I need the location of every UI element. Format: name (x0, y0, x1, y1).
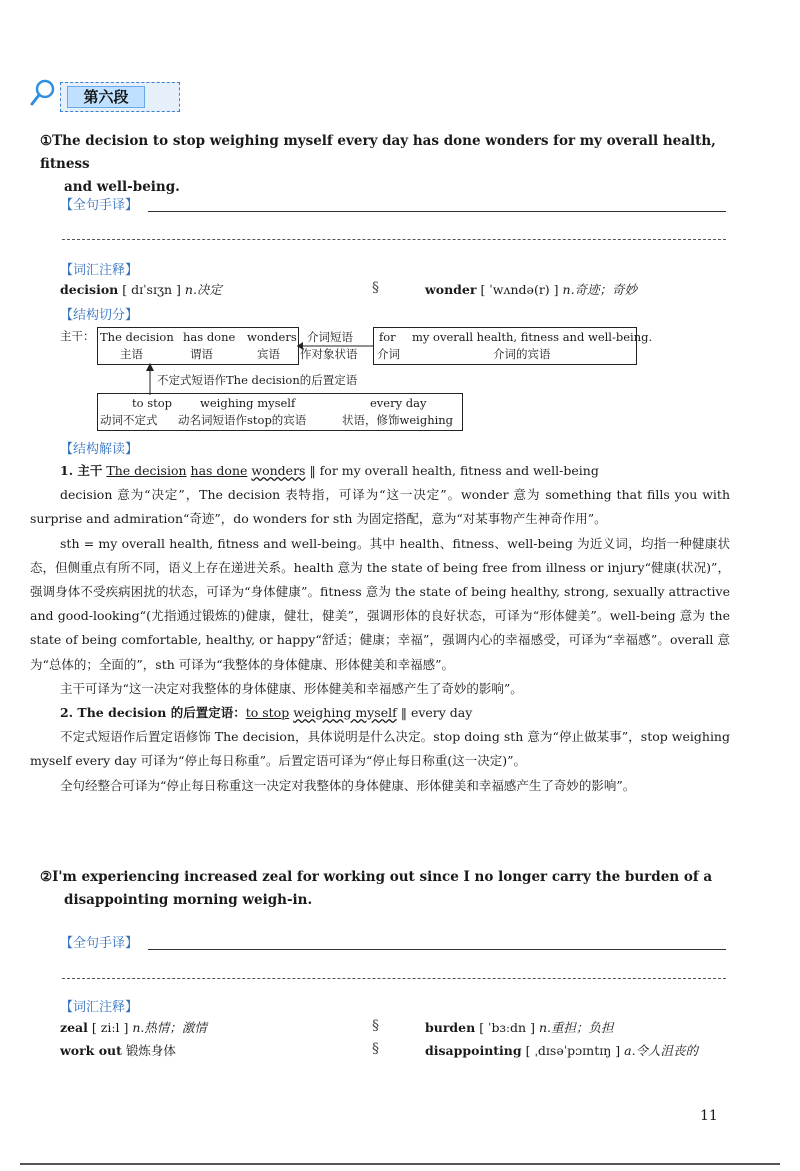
pobj-text: my overall health, fitness and well-being. (412, 330, 653, 344)
section-label: 第六段 (67, 86, 145, 108)
structure-tag: 【结构切分】 (60, 308, 139, 323)
vocab-word: wonder (425, 282, 477, 297)
point-heading: 1. 主干 (60, 463, 103, 478)
sentence-1-line2: and well-being. (64, 179, 180, 195)
subject-role: 主语 (120, 347, 143, 361)
vocab-word: zeal (60, 1020, 88, 1035)
answer-line-2a[interactable] (148, 949, 726, 950)
vocab-def: n.决定 (184, 282, 222, 297)
paragraph: decision 意为“决定”，The decision 表特指，可译为“这一决定”。wonder 意为 something that fills you with surprise and admiration“奇迹”，do wonders for sth 为固定搭配，意为“对某事物产生神奇作用”。 (30, 487, 730, 527)
vocab-tag-2: 【词汇注释】 (60, 1000, 139, 1015)
translate-tag-2: 【全句手译】 (60, 936, 139, 951)
vocab-item (60, 1042, 176, 1060)
pp-role: 作对象状语 (300, 347, 358, 361)
vocab-word: burden (425, 1020, 476, 1035)
page-number: 11 (700, 1108, 718, 1124)
paragraph: 主干可译为“这一决定对我整体的身体健康、形体健美和幸福感产生了奇妙的影响”。 (60, 680, 523, 696)
vocab-phonetic: [ ziːl ] (91, 1020, 129, 1035)
adv-role: 状语，修饰weighing (342, 413, 454, 427)
object-role: 宾语 (257, 347, 280, 361)
attr-note: 不定式短语作The decision的后置定语 (157, 373, 358, 387)
ger-text: weighing myself (200, 396, 296, 410)
vocab-phonetic: [ dɪˈsɪʒn ] (122, 282, 181, 297)
analysis-tag: 【结构解读】 (60, 442, 139, 457)
object-text: wonders (247, 330, 297, 344)
main-predicate: has done (190, 463, 248, 478)
prep-role: 介词 (377, 347, 400, 361)
sentence-2-line2: disappointing morning weigh-in. (64, 892, 313, 908)
vocab-phonetic: [ ˈwʌndə(r) ] (480, 282, 559, 297)
ger-role: 动名词短语作stop的宾语 (178, 413, 307, 427)
point-heading: 2. The decision 的后置定语： (60, 705, 246, 721)
paragraph: 不定式短语作后置定语修饰 The decision，具体说明是什么决定。stop doing sth 意为“停止做某事”，stop weighing myself every day 可译为“停止每日称重”。后置定语可译为“停止每日称重(这一决定)”。 (30, 729, 730, 769)
predicate-role: 谓语 (190, 347, 213, 361)
translate-tag-1: 【全句手译】 (60, 198, 139, 213)
vocab-item (425, 1019, 613, 1037)
adv-text: every day (370, 396, 427, 410)
separator-glyph: § (372, 280, 379, 296)
answer-line-2b[interactable] (62, 978, 726, 979)
vocab-item (425, 1042, 698, 1060)
vocab-def: n.热情；激情 (132, 1020, 207, 1035)
analysis-point-2 (30, 701, 730, 725)
attr-rest: ‖ every day (400, 705, 473, 721)
separator-glyph: § (372, 1018, 379, 1034)
predicate-text: has done (183, 330, 236, 344)
sentence-1-line1: ①The decision to stop weighing myself every day has done wonders for my overall health, fitness (40, 133, 716, 172)
separator-glyph: § (372, 1041, 379, 1057)
inf-text: to stop (132, 396, 173, 410)
vocab-phonetic: [ ˌdɪsəˈpɔɪntɪŋ ] (525, 1043, 621, 1058)
sentence-2-line1: ②I'm experiencing increased zeal for working out since I no longer carry the burden of a (40, 869, 713, 885)
paragraph: sth = my overall health, fitness and well-being。其中 health、fitness、well-being 为近义词，均指一种健康状态，但侧重点有所不同，语义上存在递进关系。health 意为 the state of being free from illness or injury“健康(状况)”，强调身体不受疾病困扰的状态，可译为“身体健康”。fitness 意为 the state of being healthy, strong, sexually attractive and good-looking“(尤指通过锻炼的)健康，健壮，健美”，强调形体的良好状态，可译为“形体健美”。well-being 意为 the state of being comfortable, healthy, or happy“舒适；健康；幸福”，强调内心的幸福感受，可译为“幸福感”。overall 意为“总体的；全面的”，sth 可译为“我整体的身体健康、形体健美和幸福感”。 (30, 535, 730, 672)
vocab-word: disappointing (425, 1043, 522, 1058)
vocab-item (60, 1019, 207, 1037)
analysis-text (30, 459, 730, 798)
vocab-phonetic: [ ˈbɜːdn ] (479, 1020, 535, 1035)
vocab-word: work out (60, 1043, 122, 1058)
vocab-def: 锻炼身体 (125, 1043, 176, 1058)
vocab-tag-1: 【词汇注释】 (60, 263, 139, 278)
vocab-def: a.令人沮丧的 (624, 1043, 699, 1058)
structure-diagram (0, 0, 800, 440)
sentence-2 (40, 866, 730, 912)
subject-text: The decision (100, 330, 174, 344)
main-object: wonders (251, 463, 306, 478)
attr-gerund: weighing myself (293, 705, 397, 721)
vocab-def: n.重担；负担 (538, 1020, 614, 1035)
attr-to-stop: to stop (245, 705, 290, 721)
inf-role: 动词不定式 (100, 413, 158, 427)
vocab-def: n.奇迹；奇妙 (562, 282, 638, 297)
pobj-role: 介词的宾语 (493, 347, 551, 361)
prep-text: for (379, 330, 396, 344)
pp-label: 介词短语 (307, 330, 353, 344)
vocab-word: decision (60, 282, 119, 297)
analysis-point-1 (30, 459, 730, 483)
main-subject: The decision (106, 463, 187, 478)
main-rest: ‖ for my overall health, fitness and well-being (309, 463, 599, 478)
bottom-rule (20, 1163, 780, 1165)
paragraph: 全句经整合可译为“停止每日称重这一决定对我整体的身体健康、形体健美和幸福感产生了奇妙的影响”。 (60, 777, 636, 793)
main-label: 主干： (60, 329, 95, 343)
